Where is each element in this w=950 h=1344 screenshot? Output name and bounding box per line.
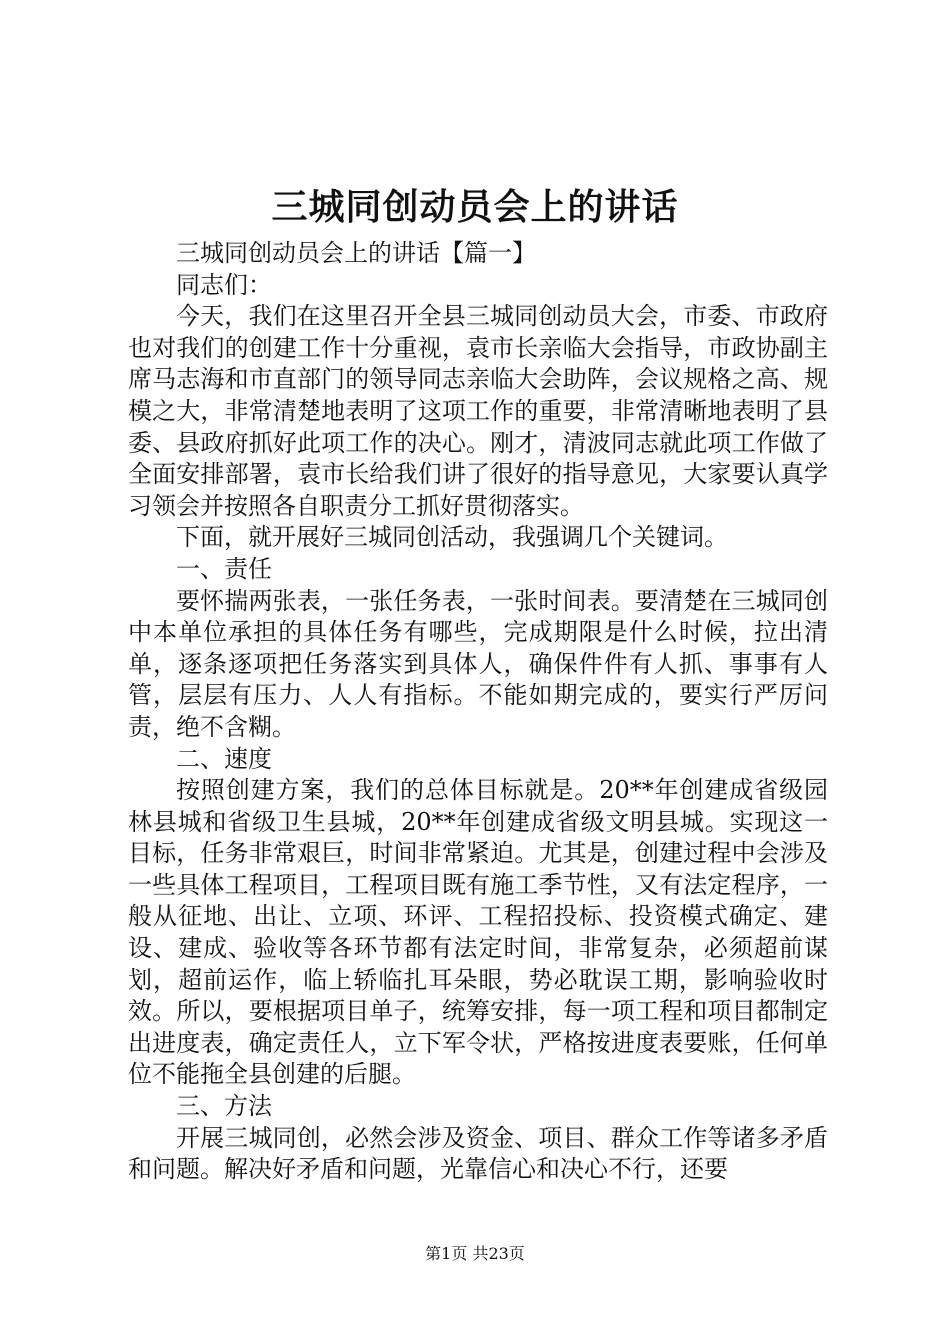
subheading-method: 三、方法 [176,1092,272,1121]
body-paragraph: 按照创建方案，我们的总体目标就是。20**年创建成省级园林县城和省级卫生县城，20**年创建成省级文明县城。实现这一目标，任务非常艰巨，时间非常紧迫。尤其是，创建过程中会涉及一些具体工程项目，工程项目既有施工季节性，又有法定程序，一般从征地、出让、立项、环评、工程招投标、投资模式确定、建设、建成、验收等各环节都有法定时间，非常复杂，必须超前谋划，超前运作，临上轿临扎耳朵眼，势必耽误工期，影响验收时效。所以，要根据项目单子，统筹安排，每一项工程和项目都制定出进度表，确定责任人，立下军令状，严格按进度表要账，任何单位不能拖全县创建的后腿。 [128,776,828,1089]
salutation: 同志们： [176,270,272,299]
document-title: 三城同创动员会上的讲话 [271,186,679,228]
body-paragraph: 今天，我们在这里召开全县三城同创动员大会，市委、市政府也对我们的创建工作十分重视，袁市长亲临大会指导，市政协副主席马志海和市直部门的领导同志亲临大会助阵，会议规格之高、规模之大，非常清楚地表明了这项工作的重要，非常清晰地表明了县委、县政府抓好此项工作的决心。刚才，清波同志就此项工作做了全面安排部署，袁市长给我们讲了很好的指导意见，大家要认真学习领会并按照各自职责分工抓好贯彻落实。 [128,302,828,520]
section-heading: 三城同创动员会上的讲话【篇一】 [176,239,536,267]
document-body [128,238,828,1186]
body-paragraph: 要怀揣两张表，一张任务表，一张时间表。要清楚在三城同创中本单位承担的具体任务有哪些，完成期限是什么时候，拉出清单，逐条逐项把任务落实到具体人，确保件件有人抓、事事有人管，层层有压力、人人有指标。不能如期完成的，要实行严厉问责，绝不含糊。 [128,586,828,741]
subheading-responsibility: 一、责任 [176,554,272,583]
body-paragraph: 开展三城同创，必然会涉及资金、项目、群众工作等诸多矛盾和问题。解决好矛盾和问题，光靠信心和决心不行，还要 [128,1123,828,1184]
page-footer: 第1页 共23页 [425,1244,525,1263]
body-paragraph: 下面，就开展好三城同创活动，我强调几个关键词。 [176,523,728,552]
subheading-speed: 二、速度 [176,744,272,773]
